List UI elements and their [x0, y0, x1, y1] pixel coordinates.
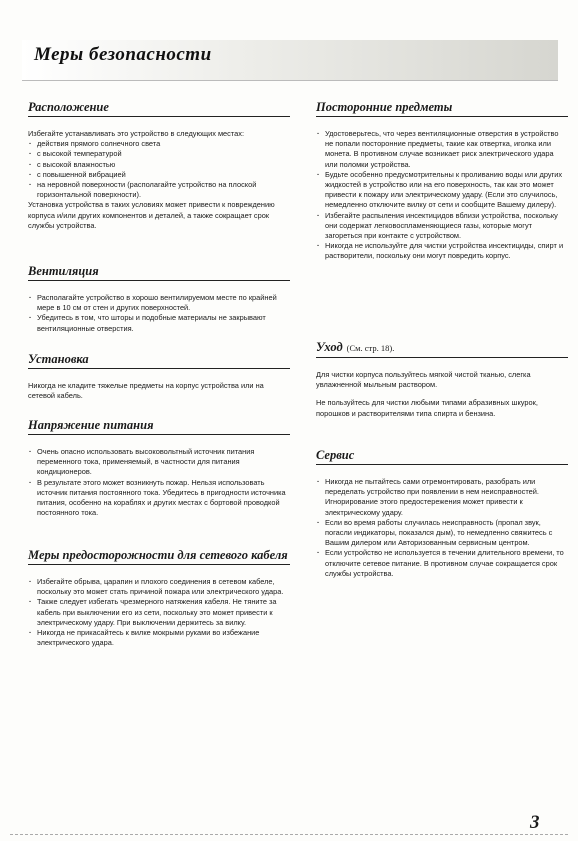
list-item: · Никогда не прикасайтесь к вилке мокрыми руками во избежание электрического удара.: [28, 628, 290, 648]
list-item: · Если устройство не используется в течении длительного времени, то отключите сетевое питание. В противном случае сокращается срок службы устройства.: [316, 548, 568, 579]
section-heading: Меры предосторожности для сетевого кабеля: [28, 548, 290, 565]
section-heading: Установка: [28, 352, 290, 369]
section-care: [316, 340, 568, 422]
list-item: · Располагайте устройство в хорошо вентилируемом месте по крайней мере в 10 см от стен и других поверхностей.: [28, 293, 290, 313]
list-item: · Избегайте обрыва, царапин и плохого соединения в сетевом кабеле, поскольку это может стать причиной пожара или электрического удара.: [28, 577, 290, 597]
section-heading: Напряжение питания: [28, 418, 290, 435]
page-reference: (См. стр. 18).: [346, 343, 395, 353]
heading-text: Уход: [316, 340, 343, 354]
list-item: · Если во время работы случилась неисправность (пропал звук, погасли индикаторы, показался дым), то немедленно свяжитесь с Вашим дилером или Авторизованным сервисным центром.: [316, 518, 568, 549]
list-item: · на неровной поверхности (располагайте устройство на плоской горизонтальной поверхности).: [28, 180, 290, 200]
section-text: Никогда не кладите тяжелые предметы на корпус устройства или на сетевой кабель.: [28, 381, 264, 401]
section-ventilation: [28, 264, 290, 334]
paragraph: Не пользуйтесь для чистки любыми типами абразивных шкурок, порошков и растворителями типа спирта и бензина.: [316, 398, 538, 418]
section-installation: [28, 352, 290, 404]
section-intro: Избегайте устанавливать это устройство в следующих местах:: [28, 129, 244, 138]
list-item: · с высокой температурой: [28, 149, 290, 159]
section-outro: Установка устройства в таких условиях может привести к повреждению корпуса и/или других компонентов и деталей, а также сокращает срок службы устройства.: [28, 200, 275, 230]
section-heading: Посторонние предметы: [316, 100, 568, 117]
section-placement: [28, 100, 290, 234]
list-item: · с повышенной вибрацией: [28, 170, 290, 180]
section-service: [316, 448, 568, 579]
list-item: · В результате этого может возникнуть пожар. Нельзя использовать источник питания постоянного тока. Убедитесь в пригодности источника питания, особенно на кораблях и других местах с бортовой проводкой постоянного тока.: [28, 478, 290, 519]
list-item: · Никогда не пытайтесь сами отремонтировать, разобрать или переделать устройство при появлении в нем неисправностей. Игнорирование этого предостережения может привести к электрическому удару.: [316, 477, 568, 518]
list-item: · Очень опасно использовать высоковольтный источник питания переменного тока, применяемый, в частности для питания кондиционеров.: [28, 447, 290, 478]
section-heading: Сервис: [316, 448, 568, 465]
list-item: · Будьте особенно предусмотрительны к проливанию воды или других жидкостей в устройство или на его поверхность, так как это может привести к пожару или электрическому удару. (Если это случилось, немедленно отключите вилку от сети и сообщите Вашему дилеру).: [316, 170, 568, 211]
section-heading: Расположение: [28, 100, 290, 117]
paragraph: Для чистки корпуса пользуйтесь мягкой чистой тканью, слегка увлажненной мыльным раствором.: [316, 370, 531, 390]
list-item: · Также следует избегать чрезмерного натяжения кабеля. Не тяните за кабель при выключении его из сети, поскольку это может привести к электрическому удару. При выключении держитесь за вилку.: [28, 597, 290, 628]
list-item: · с высокой влажностью: [28, 160, 290, 170]
list-item: · Избегайте распыления инсектицидов вблизи устройства, поскольку они содержат легковоспламеняющиеся газы, которые могут загореться при контакте с устройством.: [316, 211, 568, 242]
list-item: · Удостоверьтесь, что через вентиляционные отверстия в устройство не попали посторонние предметы, такие как отвертка, иголка или монета. В противном случае возникает риск электрического удара или поломки устройства.: [316, 129, 568, 170]
section-cable: [28, 548, 290, 648]
list-item: · действия прямого солнечного света: [28, 139, 290, 149]
section-voltage: [28, 418, 290, 518]
page-title: Меры безопасности: [34, 44, 212, 65]
page-number: 3: [530, 812, 540, 833]
list-item: · Убедитесь в том, что шторы и подобные материалы не закрывают вентиляционные отверстия.: [28, 313, 290, 333]
section-foreign-objects: [316, 100, 568, 262]
section-heading: [316, 340, 568, 358]
list-item: · Никогда не используйте для чистки устройства инсектициды, спирт и растворители, поскольку они могут повредить корпус.: [316, 241, 568, 261]
bottom-divider: [10, 834, 568, 835]
section-heading: Вентиляция: [28, 264, 290, 281]
